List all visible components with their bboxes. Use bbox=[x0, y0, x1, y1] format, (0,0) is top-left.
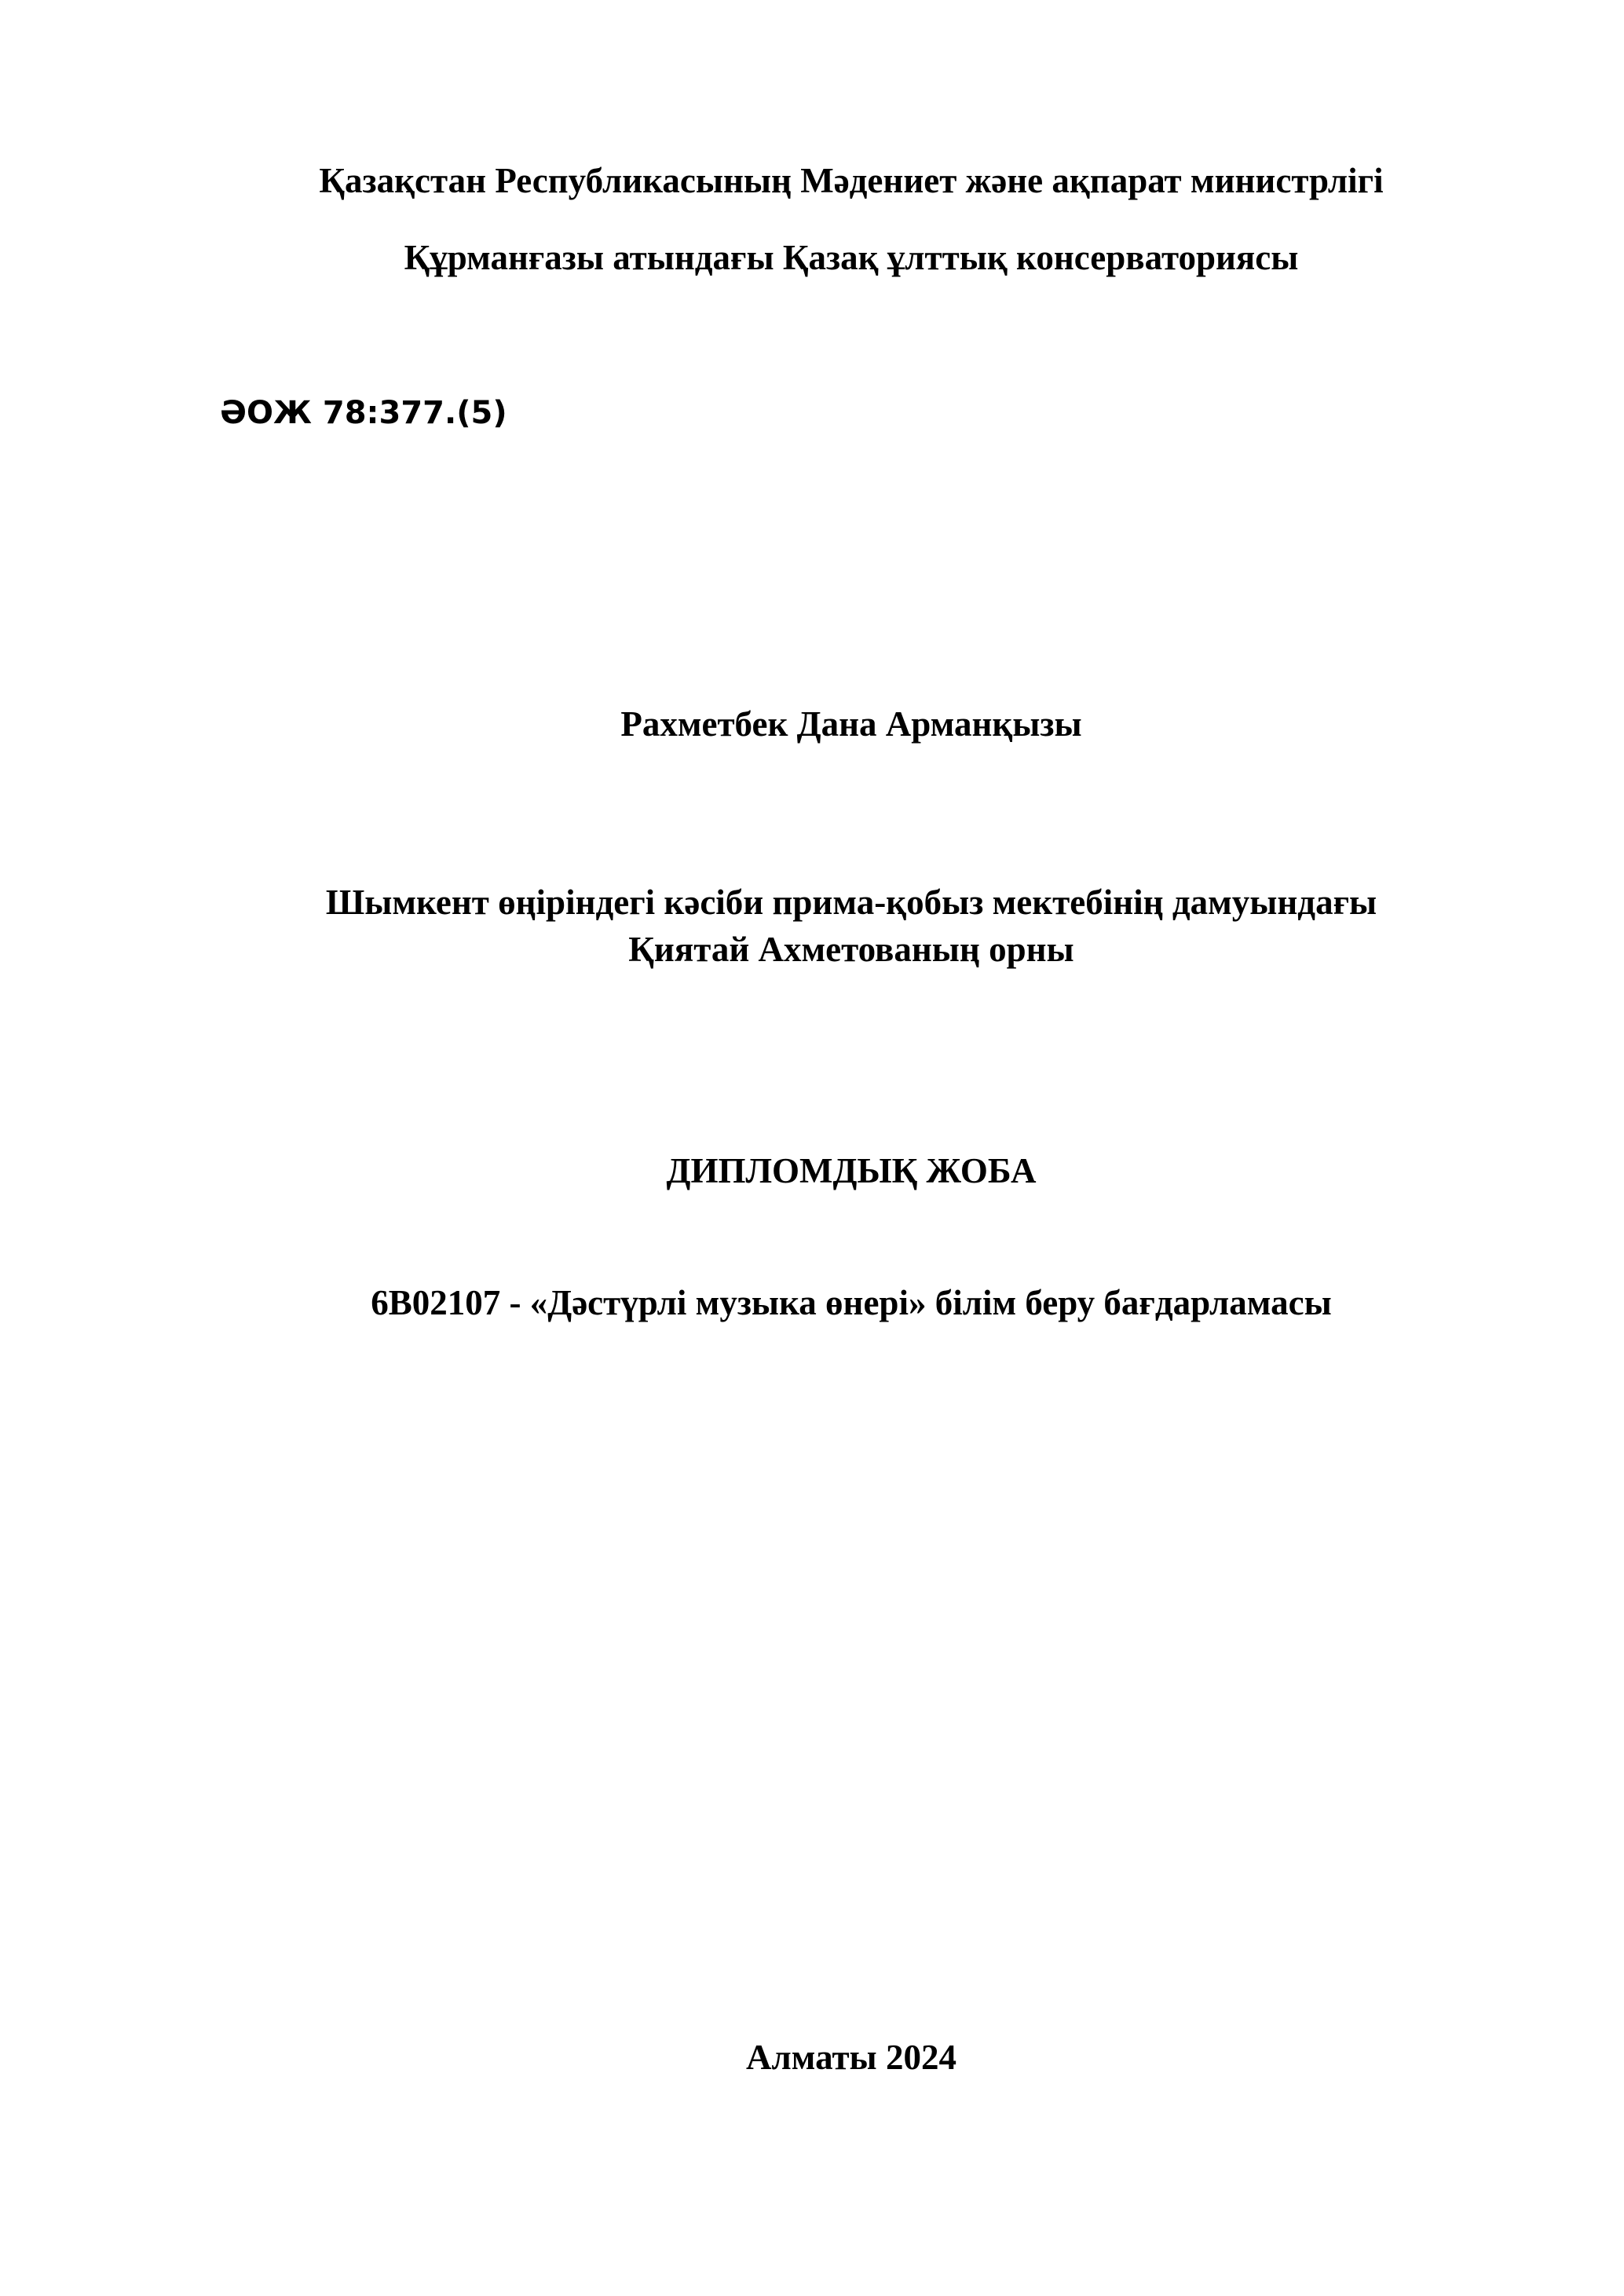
thesis-title-line-2: Қиятай Ахметованың орны bbox=[628, 930, 1074, 969]
ministry-heading: Қазақстан Республикасының Мәдениет және ақпарат министрлігі bbox=[319, 161, 1384, 200]
udc-code: ӘОЖ 78:377.(5) bbox=[220, 395, 507, 431]
thesis-title-line-1: Шымкент өңіріндегі кәсіби прима-қобыз мектебінің дамуындағы bbox=[325, 883, 1377, 922]
author-name: Рахметбек Дана Арманқызы bbox=[620, 704, 1082, 744]
document-type: ДИПЛОМДЫҚ ЖОБА bbox=[666, 1151, 1037, 1190]
education-program: 6В02107 - «Дәстүрлі музыка өнері» білім беру бағдарламасы bbox=[371, 1283, 1332, 1322]
city-year: Алматы 2024 bbox=[746, 2038, 956, 2077]
institution-heading: Құрманғазы атындағы Қазақ ұлттық консерваториясы bbox=[404, 238, 1299, 277]
